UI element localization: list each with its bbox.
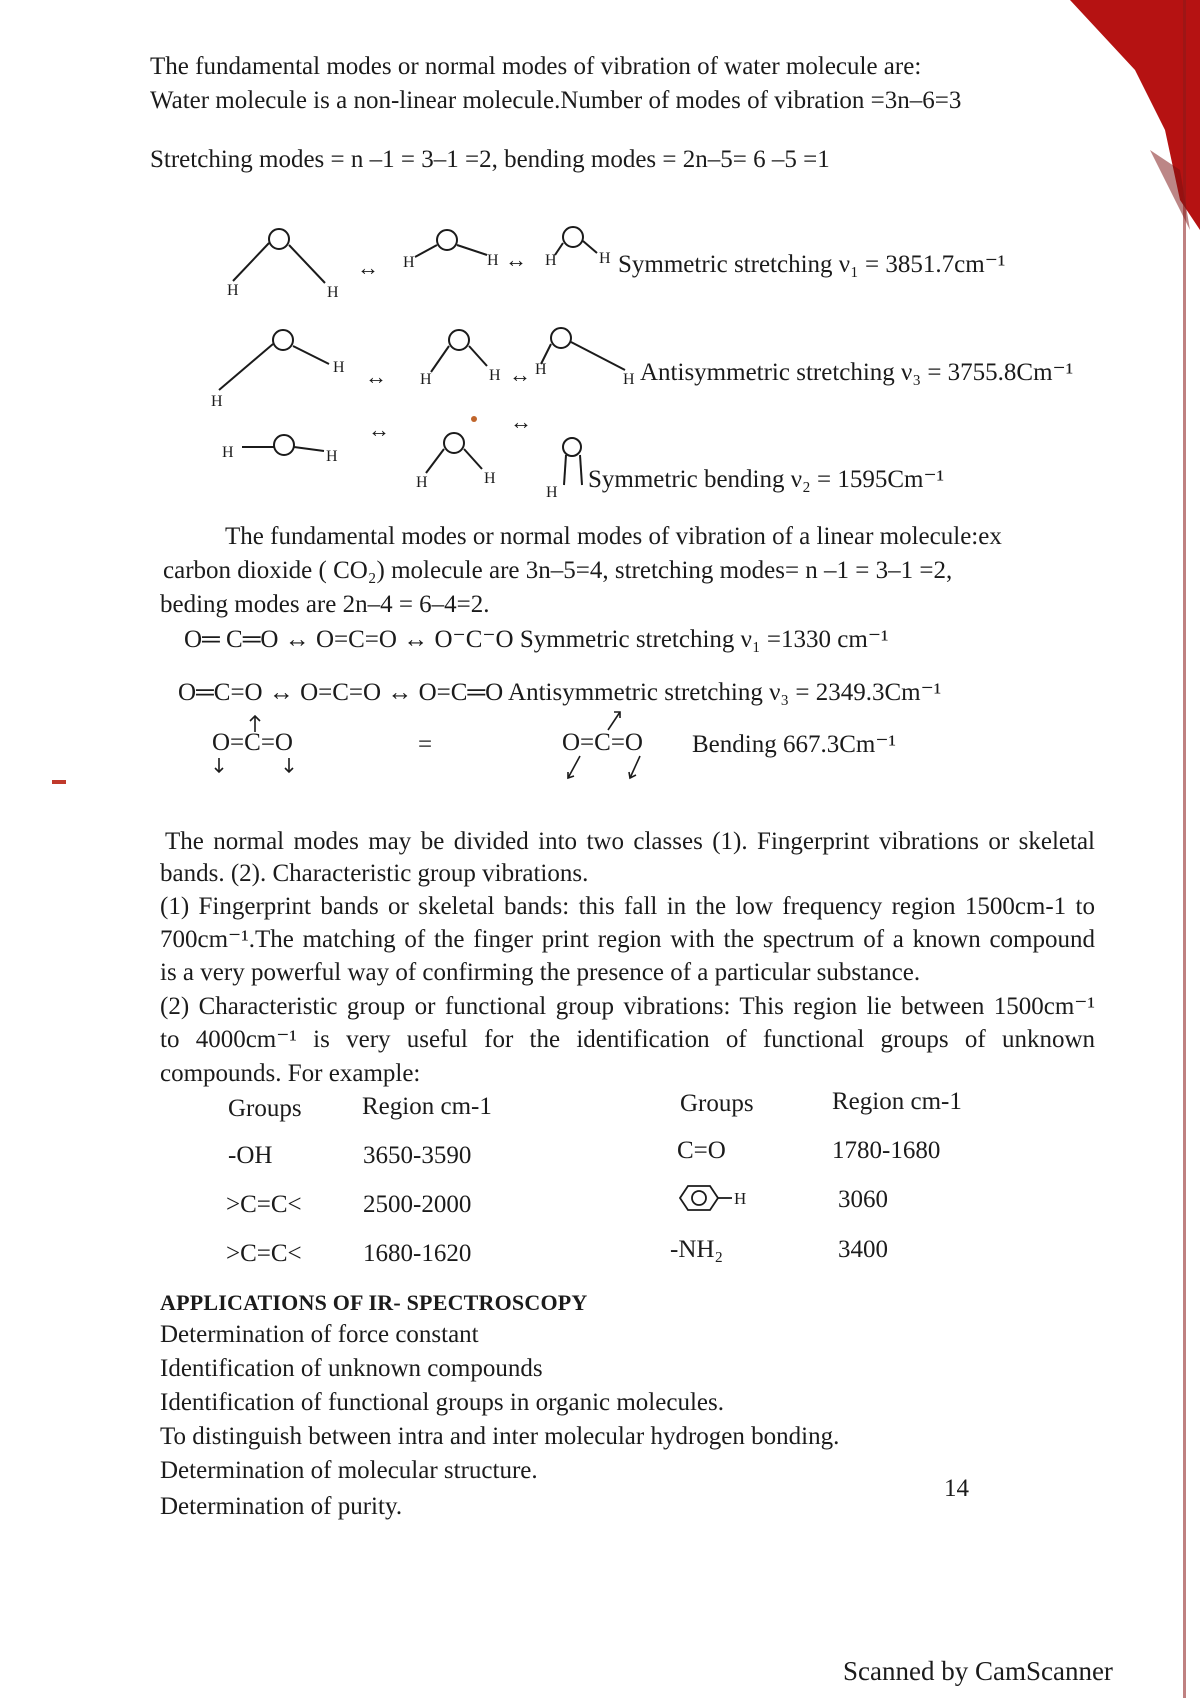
co2-antisymmetric-line: O═C=O ↔ O=C=O ↔ O=C═O Antisymmetric stretching ν₃ = 2349.3Cm⁻¹	[178, 679, 942, 706]
application-item: Determination of purity.	[160, 1493, 403, 1520]
table-cell-group: -NH₂	[670, 1236, 724, 1263]
atom-h-label: H	[546, 484, 558, 501]
co2-para-line-3: beding modes are 2n–4 = 6–4=2.	[160, 591, 490, 618]
water-mode-label-2: Antisymmetric stretching ν₃ = 3755.8Cm⁻¹	[640, 359, 1074, 386]
atom-h-label: H	[535, 361, 547, 378]
atom-h-label: H	[416, 474, 428, 491]
atom-h-label: H	[403, 254, 415, 271]
co2-bend-equals: =	[418, 731, 433, 758]
table-cell-region: 3650-3590	[363, 1142, 472, 1169]
atom-h-label: H	[326, 448, 338, 465]
benzene-ring-icon	[676, 1182, 756, 1214]
classes-line-5: is a very powerful way of confirming the presence of a particular substance.	[160, 959, 921, 986]
scanner-watermark: Scanned by CamScanner	[843, 1656, 1113, 1686]
classes-line-3: (1) Fingerprint bands or skeletal bands: this fall in the low frequency region 1500cm-1 to	[160, 893, 1095, 920]
co2-bend-arrows-right	[560, 700, 660, 785]
atom-h-label: H	[222, 444, 234, 461]
table-cell-group: >C=C<	[226, 1240, 302, 1267]
atom-h-label: H	[599, 250, 611, 267]
applications-heading: APPLICATIONS OF IR- SPECTROSCOPY	[160, 1290, 588, 1315]
water-mode-label-1: Symmetric stretching ν₁ = 3851.7cm⁻¹	[618, 251, 1006, 278]
atom-h-label: H	[211, 393, 223, 410]
classes-line-4: 700cm⁻¹.The matching of the finger print region with the spectrum of a known compound	[160, 926, 1095, 953]
co2-symmetric-line: O═ C═O ↔ O=C=O ↔ O⁻C⁻O Symmetric stretching ν₁ =1330 cm⁻¹	[184, 626, 889, 653]
application-item: To distinguish between intra and inter molecular hydrogen bonding.	[160, 1423, 840, 1450]
intro-line-3: Stretching modes = n –1 = 3–1 =2, bending modes = 2n–5= 6 –5 =1	[150, 146, 830, 173]
intro-line-2: Water molecule is a non-linear molecule.Number of modes of vibration =3n–6=3	[150, 87, 962, 114]
table-cell-region: 2500-2000	[363, 1191, 472, 1218]
application-item: Identification of functional groups in organic molecules.	[160, 1389, 724, 1416]
application-item: Determination of molecular structure.	[160, 1457, 538, 1484]
co2-para-line-2: carbon dioxide ( CO₂) molecule are 3n–5=4, stretching modes= n –1 = 3–1 =2,	[163, 557, 953, 584]
table-cell-region: 1780-1680	[832, 1137, 941, 1164]
table-header-region-right: Region cm-1	[832, 1088, 962, 1115]
atom-h-label: H	[420, 371, 432, 388]
resonance-arrow-icon: ↔	[509, 362, 531, 387]
water-mode-label-3: Symmetric bending ν₂ = 1595Cm⁻¹	[588, 466, 945, 493]
table-cell-region: 3400	[838, 1236, 888, 1263]
intro-line-1: The fundamental modes or normal modes of vibration of water molecule are:	[150, 53, 922, 80]
atom-h-label: H	[327, 284, 339, 301]
atom-h-label: H	[227, 282, 239, 299]
table-header-region-left: Region cm-1	[362, 1093, 492, 1120]
application-item: Identification of unknown compounds	[160, 1355, 543, 1382]
atom-h-label: H	[545, 252, 557, 269]
table-cell-region: 3060	[838, 1186, 888, 1213]
water-antisymmetric-stretch-diagram	[205, 318, 645, 418]
co2-bend-formula-right: O=C=O	[562, 729, 643, 756]
table-cell-group: -OH	[228, 1142, 273, 1169]
co2-bend-formula-left: O=C=O	[212, 729, 293, 756]
co2-bend-arrows-left	[205, 708, 305, 778]
application-item: Determination of force constant	[160, 1321, 479, 1348]
classes-line-6: (2) Characteristic group or functional group vibrations: This region lie between 1500cm⁻¹	[160, 993, 1095, 1020]
page-edge-shadow	[1183, 0, 1186, 1698]
resonance-arrow-icon: ↔	[510, 415, 532, 434]
water-symmetric-stretch-diagram	[225, 215, 615, 305]
atom-h-label: H	[487, 252, 499, 269]
co2-para-line-1: The fundamental modes or normal modes of vibration of a linear molecule:ex	[225, 523, 1002, 550]
resonance-arrow-icon: ↔	[505, 247, 527, 272]
atom-h-label: H	[623, 371, 635, 388]
atom-h-label: H	[484, 470, 496, 487]
atom-h-label: H	[333, 359, 345, 376]
table-header-groups-left: Groups	[228, 1095, 302, 1122]
classes-line-2: bands. (2). Characteristic group vibrations.	[160, 860, 589, 887]
co2-bend-label: Bending 667.3Cm⁻¹	[692, 731, 897, 758]
table-cell-group: C=O	[677, 1137, 726, 1164]
margin-red-mark	[52, 780, 66, 784]
ink-dot	[471, 416, 477, 422]
resonance-arrow-icon: ↔	[357, 255, 379, 280]
classes-line-1: The normal modes may be divided into two classes (1). Fingerprint vibrations or skeletal	[165, 828, 1095, 855]
atom-h-label: H	[489, 367, 501, 384]
table-header-groups-right: Groups	[680, 1090, 754, 1117]
table-cell-group: >C=C<	[226, 1191, 302, 1218]
water-bending-diagram	[220, 415, 600, 505]
torn-corner-shape	[1030, 0, 1200, 240]
benzene-h-label: H	[734, 1189, 747, 1208]
resonance-arrow-icon: ↔	[368, 417, 390, 442]
resonance-arrow-icon: ↔	[365, 364, 387, 389]
page-number: 14	[944, 1475, 969, 1502]
classes-line-8: compounds. For example:	[160, 1060, 421, 1087]
classes-line-7: to 4000cm⁻¹ is very useful for the identification of functional groups of unknown	[160, 1026, 1095, 1053]
table-cell-region: 1680-1620	[363, 1240, 472, 1267]
